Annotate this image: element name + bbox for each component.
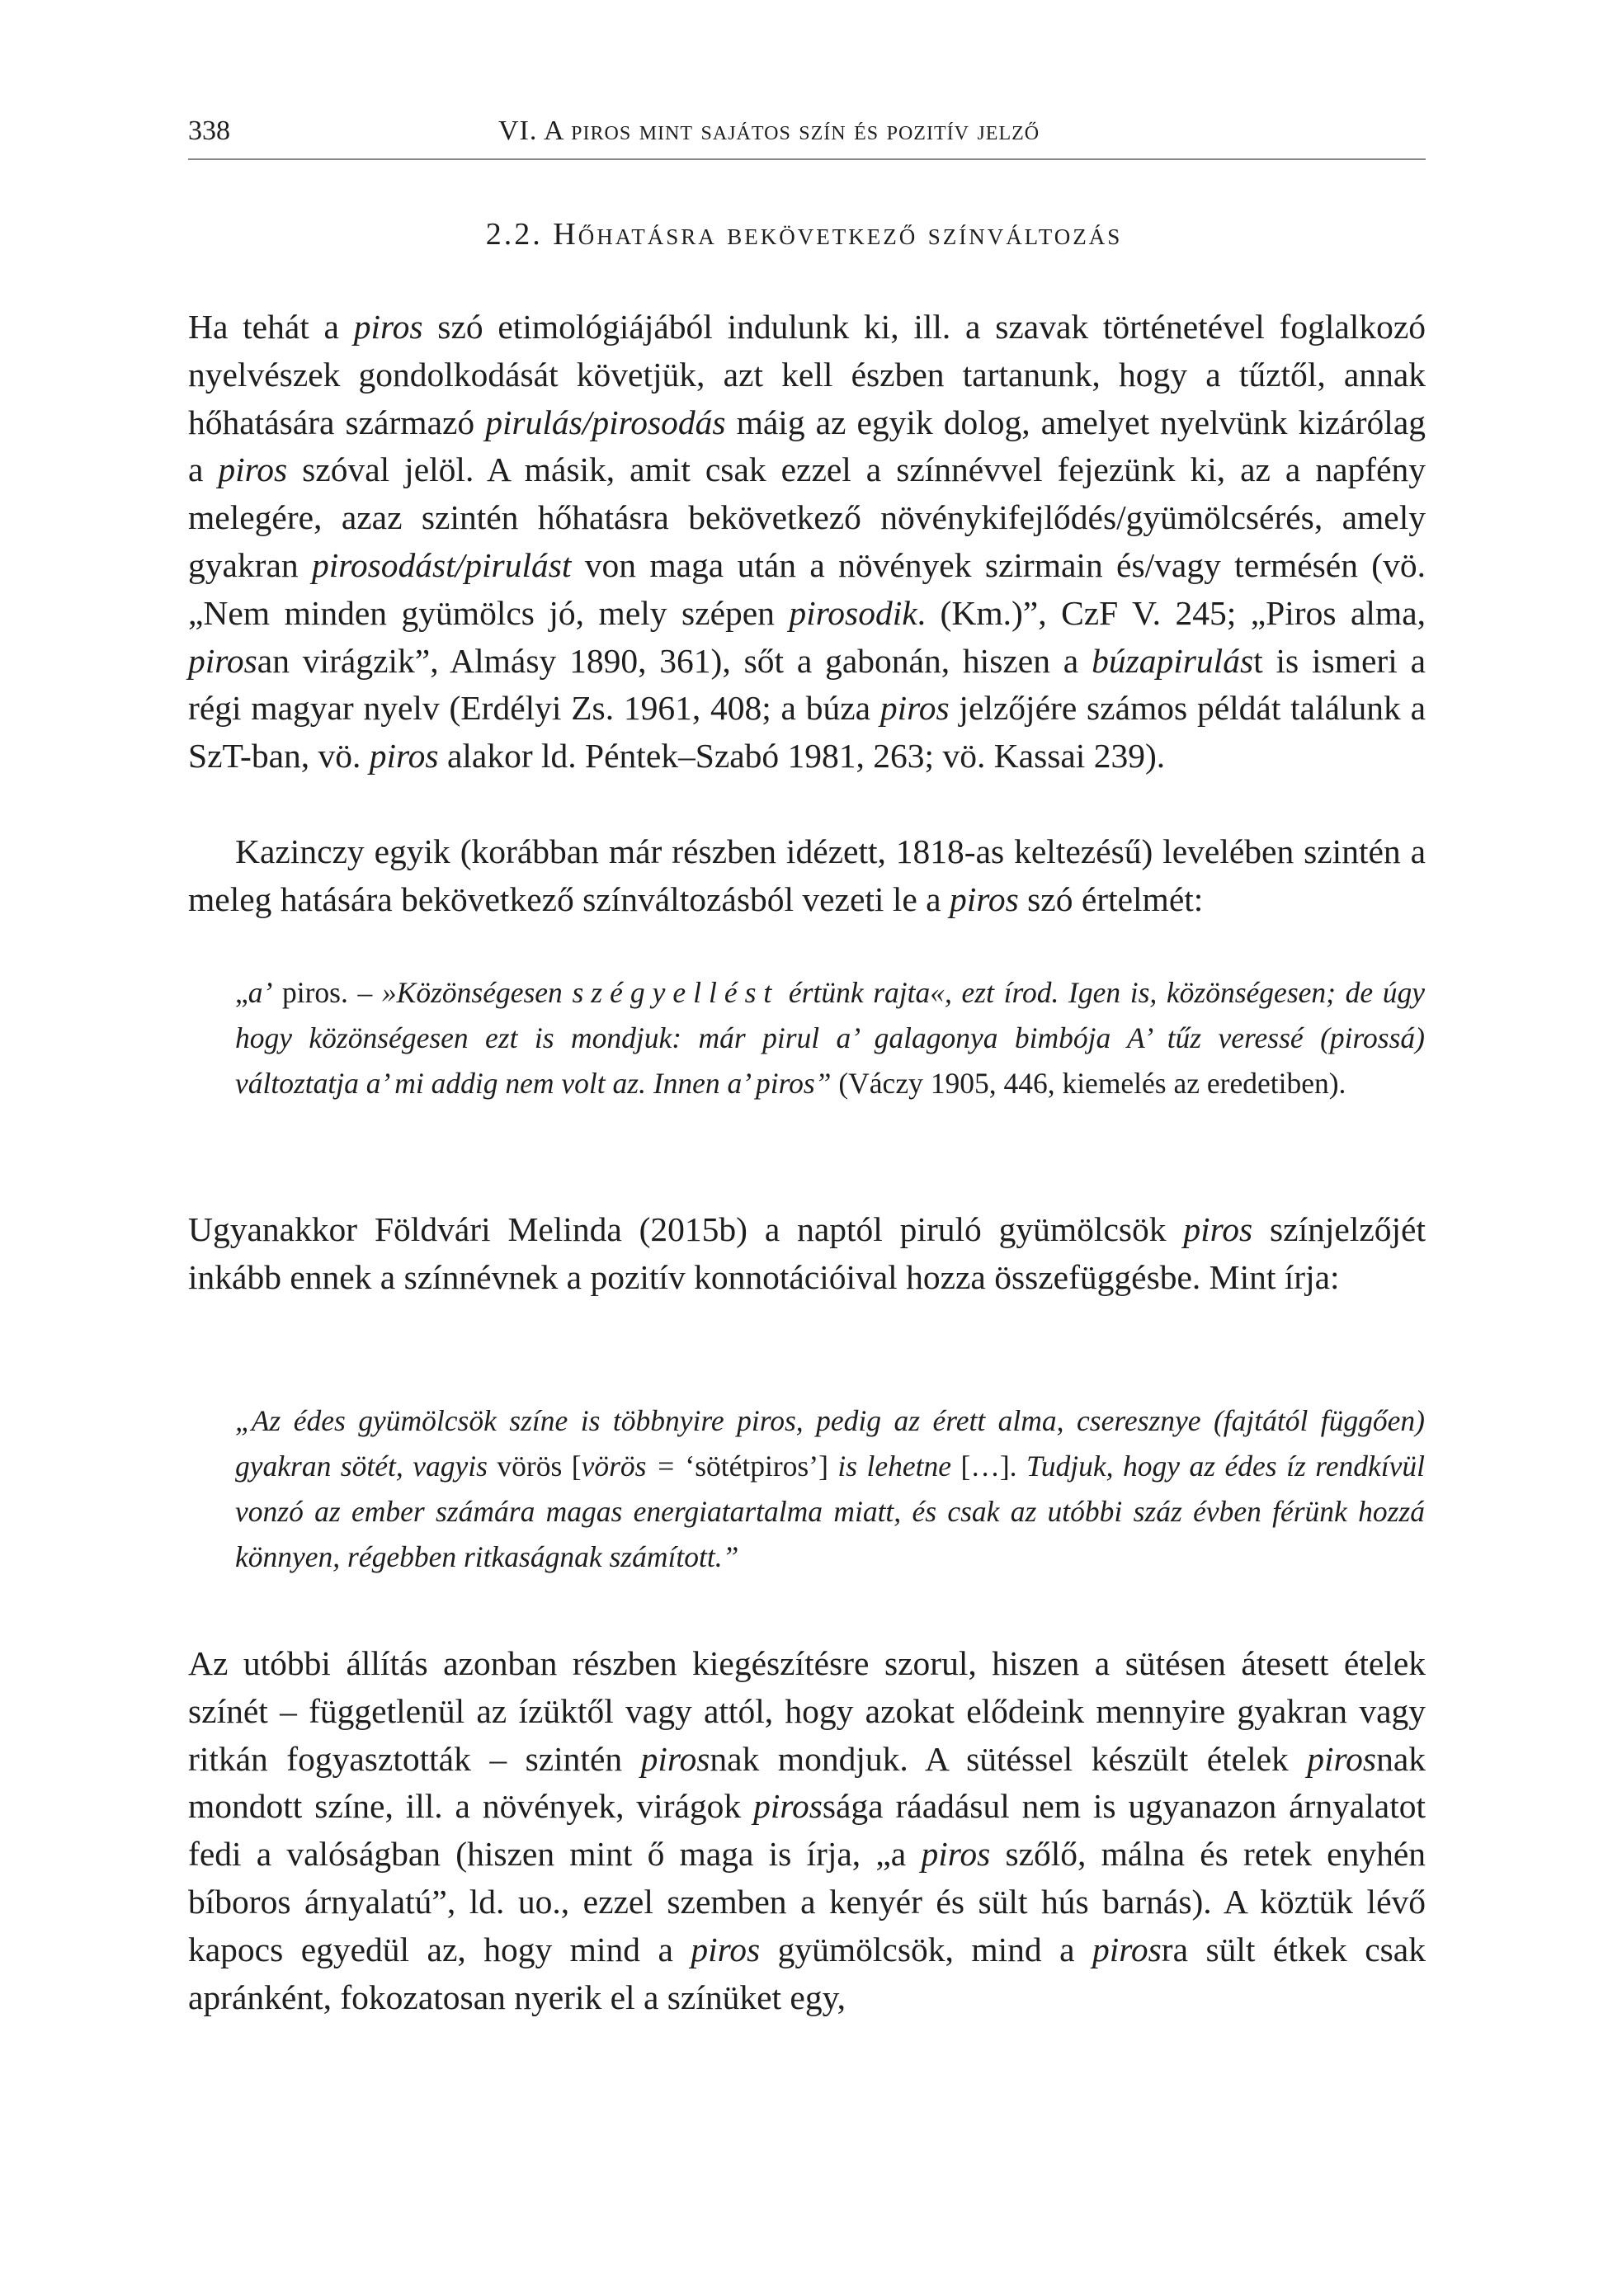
running-title: VI. A piros mint sajátos szín és pozitív jelző (498, 116, 1040, 146)
paragraph: Ugyanakkor Földvári Melinda (2015b) a naptól piruló gyümölcsök piros színjelzőjét inkább ennek a színnévnek a pozitív konnotációival hozza összefüggésbe. Mint írja: (188, 1210, 1426, 1296)
section-heading: 2.2. Hőhatásra bekövetkező színváltozás (485, 217, 1123, 252)
block-quote: „a’ piros. – »Közönségesen szégyellést értünk rajta«, ezt írod. Igen is, közönségesen; de úgy hogy közönségesen ezt is mondjuk: már pirul a’ galagonya bimbója A’ tűz veressé (pirossá) változtatja a’ mi addig nem volt az. Innen a’ piros” (Váczy 1905, 446, kiemelés az eredetiben). (235, 976, 1426, 1100)
page-number: 338 (188, 116, 230, 146)
paragraph: Kazinczy egyik (korábban már részben idézett, 1818-as keltezésű) levelében szintén a meleg hatására bekövetkező színváltozásból vezeti le a piros szó értelmét: (188, 832, 1426, 918)
paragraph: Az utóbbi állítás azonban részben kiegészítésre szorul, hiszen a sütésen átesett ételek színét – függetlenül az ízüktől vagy attól, hogy azokat elődeink mennyire gyakran vagy ritkán fogyasztották – szintén pirosnak mondjuk. A sütéssel készült ételek pirosnak mondott színe, ill. a növények, virágok pirossága ráadásul nem is ugyanazon árnyalatot fedi a valóságban (hiszen mint ő maga is írja, „a piros szőlő, málna és retek enyhén bíboros árnyalatú”, ld. uo., ezzel szemben a kenyér és sült hús barnás). A köztük lévő kapocs egyedül az, hogy mind a piros gyümölcsök, mind a pirosra sült étkek csak apránként, fokozatosan nyerik el a színüket egy, (188, 1644, 1426, 2016)
running-header (188, 116, 1426, 160)
paragraph: Ha tehát a piros szó etimológiájából indulunk ki, ill. a szavak történetével foglalkozó nyelvészek gondolkodását követjük, azt kell észben tartanunk, hogy a tűztől, annak hőhatására származó pirulás/pirosodás máig az egyik dolog, amelyet nyelvünk kizárólag a piros szóval jelöl. A másik, amit csak ezzel a színnévvel fejezünk ki, az a napfény melegére, azaz szintén hőhatásra bekövetkező növénykifejlődés/gyümölcsérés, amely gyakran pirosodást/pirulást von maga után a növények szirmain és/vagy termésén (vö. „Nem minden gyümölcs jó, mely szépen pirosodik. (Km.)”, CzF V. 245; „Piros alma, pirosan virágzik”, Almásy 1890, 361), sőt a gabonán, hiszen a búzapirulást is ismeri a régi magyar nyelv (Erdélyi Zs. 1961, 408; a búza piros jelzőjére számos példát találunk a SzT-ban, vö. piros alakor ld. Péntek–Szabó 1981, 263; vö. Kassai 239). (188, 308, 1426, 776)
block-quote: „Az édes gyümölcsök színe is többnyire piros, pedig az érett alma, cseresznye (fajtától függően) gyakran sötét, vagyis vörös [vörös = ‘sötétpiros’] is lehetne […]. Tudjuk, hogy az édes íz rendkívül vonzó az ember számára magas energiatartalma miatt, és csak az utóbbi száz évben férünk hozzá könnyen, régebben ritkaságnak számított.” (235, 1404, 1425, 1573)
